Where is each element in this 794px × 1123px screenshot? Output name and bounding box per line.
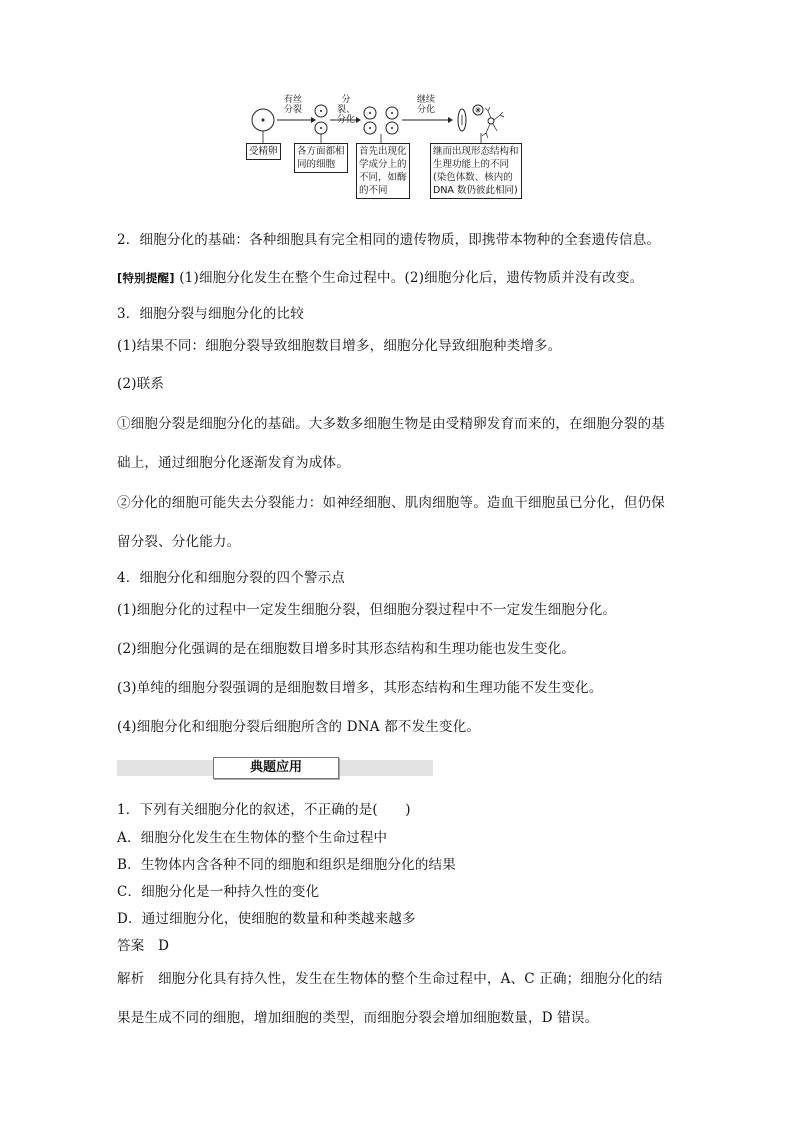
section-3-p3-line1: ①细胞分裂是细胞分化的基础。大多数多细胞生物是由受精卵发育而来的，在细胞分裂的基 <box>117 416 665 432</box>
zygote-box: 受精卵 <box>246 143 281 160</box>
cell-differentiation-diagram <box>244 93 554 213</box>
section-banner-label: 典题应用 <box>213 757 339 779</box>
section-2-text: 2．细胞分化的基础：各种细胞具有完全相同的遗传物质，即携带本物种的全套遗传信息。 <box>117 232 661 248</box>
special-tip <box>117 266 643 286</box>
step2-label: 分裂、分化 <box>336 95 355 125</box>
section-3-p1: (1)结果不同：细胞分裂导致细胞数目增多，细胞分化导致细胞种类增多。 <box>117 338 562 354</box>
answer: 答案 D <box>117 938 170 954</box>
option-b: B．生物体内含各种不同的细胞和组织是细胞分化的结果 <box>117 857 456 873</box>
section-4-p1: (1)细胞分化的过程中一定发生细胞分裂，但细胞分裂过程中不一定发生细胞分化。 <box>117 602 617 618</box>
section-3-p4-line2: 留分裂、分化能力。 <box>117 534 241 550</box>
structure-function-difference-box: 继而出现形态结构和 生理功能上的不同 (染色体数、核内的 DNA 数仍彼此相同) <box>430 143 522 199</box>
section-4-p3: (3)单纯的细胞分裂强调的是细胞数目增多，其形态结构和生理功能不发生变化。 <box>117 680 603 696</box>
section-3-title: 3．细胞分裂与细胞分化的比较 <box>117 306 304 322</box>
same-cells-box: 各方面都相 同的细胞 <box>294 143 348 173</box>
option-c: C．细胞分化是一种持久性的变化 <box>117 884 320 900</box>
section-3-p2: (2)联系 <box>117 376 165 392</box>
explanation-line1: 解析 细胞分化具有持久性，发生在生物体的整个生命过程中，A、C 正确；细胞分化的结 <box>117 971 663 987</box>
section-4-title: 4．细胞分化和细胞分裂的四个警示点 <box>117 570 345 586</box>
option-a: A．细胞分化发生在生物体的整个生命过程中 <box>117 830 388 846</box>
nerve-cell-icon <box>482 107 504 138</box>
chemical-difference-box: 首先出现化 学成分上的 不同，如酶 的不同 <box>356 143 410 199</box>
option-d: D．通过细胞分化，使细胞的数量和种类越来越多 <box>117 911 416 927</box>
section-4-p2: (2)细胞分化强调的是在细胞数目增多时其形态结构和生理功能也发生变化。 <box>117 641 576 657</box>
step1-label: 有丝分裂 <box>283 95 302 115</box>
step3-label: 继续分化 <box>416 95 435 115</box>
special-tip-tag: [特别提醒] <box>117 271 175 285</box>
section-3-p3-line2: 础上，通过细胞分化逐渐发育为成体。 <box>117 455 350 471</box>
section-3-p4-line1: ②分化的细胞可能失去分裂能力：如神经细胞、肌肉细胞等。造血干细胞虽已分化，但仍保 <box>117 495 665 511</box>
question-stem: 1．下列有关细胞分化的叙述，不正确的是( ) <box>117 802 411 818</box>
section-4-p4: (4)细胞分化和细胞分裂后细胞所含的 DNA 都不发生变化。 <box>117 719 481 735</box>
explanation-line2: 果是生成不同的细胞，增加细胞的类型，而细胞分裂会增加细胞数量，D 错误。 <box>117 1010 599 1026</box>
special-tip-text: (1)细胞分化发生在整个生命过程中。(2)细胞分化后，遗传物质并没有改变。 <box>179 270 644 286</box>
